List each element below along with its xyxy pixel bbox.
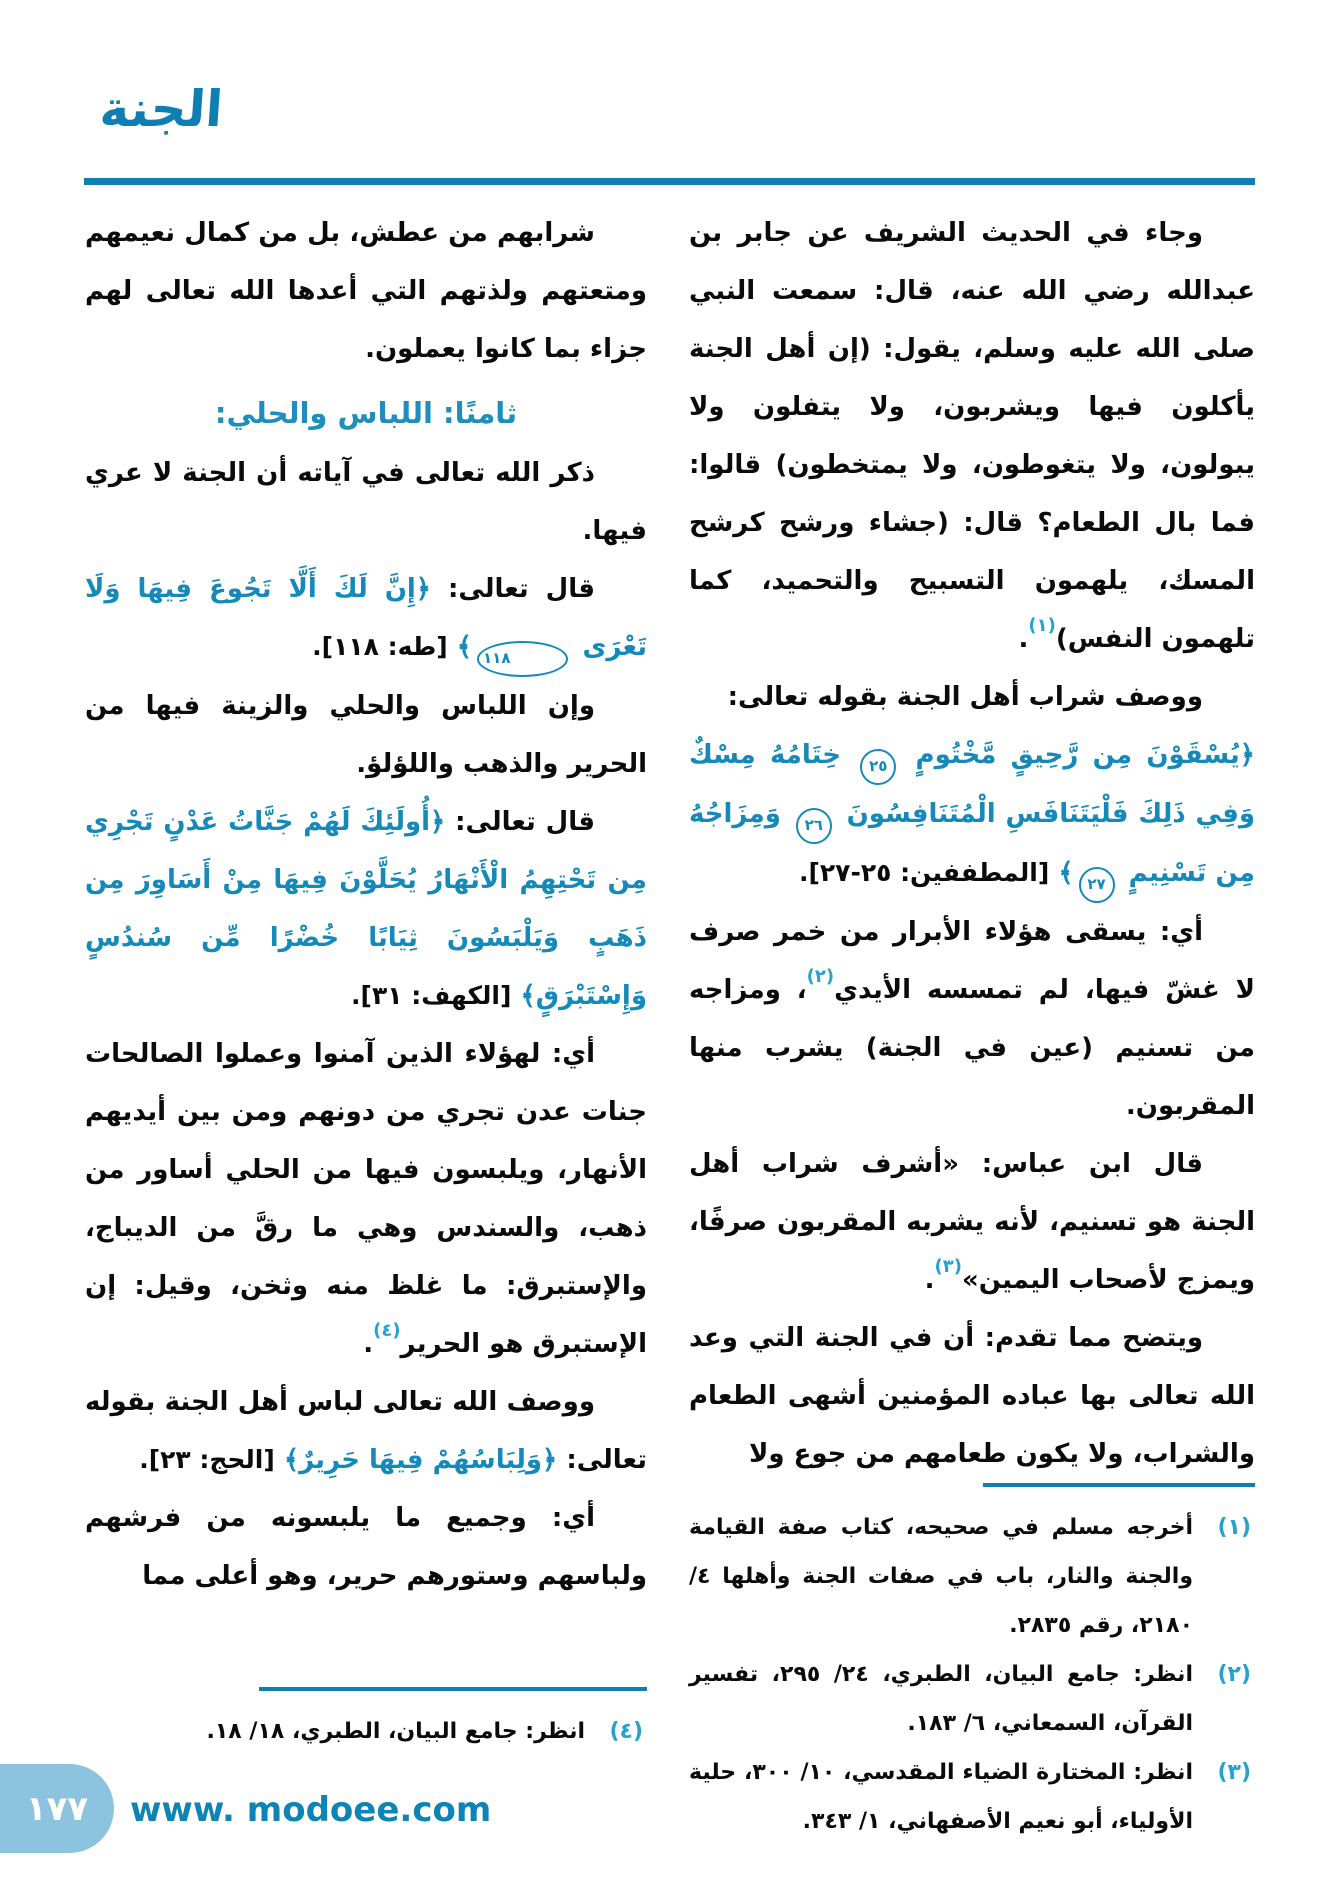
paragraph-verse-taha xyxy=(85,560,647,677)
footnotes-section-left xyxy=(85,1687,647,1756)
quran-verse-mutaffifin xyxy=(689,726,1255,903)
paragraph-text: أي: لهؤلاء الذين آمنوا وعملوا الصالحات جنات عدن تجري من دونهم ومن بين أيديهم الأنهار، ويلبسون فيها من الحلي أساور من ذهب، والسندس وهي ما رقَّ من الديباج، والإستبرق: ما غلظ منه وثخن، وقيل: إن الإستبرق هو الحرير xyxy=(85,1039,647,1359)
footnotes-section-right xyxy=(689,1483,1255,1846)
verse-text: ﴿وَلِبَاسُهُمْ فِيهَا حَرِيرٌ﴾ xyxy=(283,1445,558,1475)
verse-close-bracket: ﴾ xyxy=(456,632,473,662)
paragraph-text: قال ابن عباس: «أشرف شراب أهل الجنة هو تسنيم، لأنه يشربه المقربون صرفًا، ويمزج لأصحاب اليمين» xyxy=(689,1149,1255,1295)
verse-text: خِتَامُهُ مِسْكٌ وَفِي ذَلِكَ فَلْيَتَنَافَسِ الْمُتَنَافِسُونَ xyxy=(689,740,1256,829)
footnote-item-3 xyxy=(689,1748,1255,1846)
footnote-number: (٢) xyxy=(1217,1662,1251,1687)
footnote-divider xyxy=(259,1687,647,1691)
footnote-ref-4: (٤) xyxy=(373,1320,401,1341)
website-url: www. modoee.com xyxy=(130,1790,492,1830)
paragraph-verse-kahf xyxy=(85,793,647,1025)
verse-intro: ووصف الله تعالى لباس أهل الجنة بقوله تعالى: xyxy=(85,1387,647,1475)
paragraph-continuation: شرابهم من عطش، بل من كمال نعيمهم ومتعتهم ولذتهم التي أعدها الله تعالى لهم جزاء بما كانوا يعملون. xyxy=(85,218,647,364)
sentence-end: . xyxy=(924,1265,935,1295)
page-number: ١٧٧ xyxy=(25,1788,89,1829)
footnote-item-2 xyxy=(689,1650,1255,1748)
footnote-item-4 xyxy=(85,1707,647,1756)
footnote-text: انظر: جامع البيان، الطبري، ٢٤/ ٢٩٥، تفسير القرآن، السمعاني، ٦/ ١٨٣. xyxy=(689,1662,1193,1736)
paragraph-hadith-jabir xyxy=(689,204,1255,668)
paragraph-drink-intro: ووصف شراب أهل الجنة بقوله تعالى: xyxy=(727,682,1203,712)
footnote-number: (٣) xyxy=(1217,1760,1251,1785)
header-divider xyxy=(84,178,1255,185)
page-title: الجنة xyxy=(97,80,225,138)
footnote-text: انظر: جامع البيان، الطبري، ١٨/ ١٨. xyxy=(206,1719,585,1744)
section-heading-clothing: ثامنًا: اللباس والحلي: xyxy=(214,396,518,430)
ayah-number-118: ١١٨ xyxy=(477,641,568,677)
sentence-end: . xyxy=(1018,624,1029,654)
verse-citation: [طه: ١١٨]. xyxy=(312,632,448,661)
verse-intro: قال تعالى: xyxy=(431,574,595,604)
footnote-ref-2: (٢) xyxy=(806,966,835,987)
paragraph-no-nakedness: ذكر الله تعالى في آياته أن الجنة لا عري فيها. xyxy=(85,458,647,546)
paragraph-text: أي: يسقى هؤلاء الأبرار من خمر صرف لا غشّ فيها، لم تمسسه الأيدي xyxy=(689,917,1256,1005)
footnote-number: (٤) xyxy=(609,1719,643,1744)
verse-citation: [الحج: ٢٣]. xyxy=(139,1445,275,1474)
verse-text: وَمِزَاجُهُ مِن تَسْنِيمٍ xyxy=(689,799,1255,888)
sentence-end: . xyxy=(363,1329,374,1359)
verse-text: ﴿إِنَّ لَكَ أَلَّا تَجُوعَ فِيهَا وَلَا تَعْرَى xyxy=(85,574,647,662)
paragraph-text: ، ومزاجه من تسنيم (عين في الجنة) يشرب منها المقربون. xyxy=(689,975,1255,1121)
verse-citation: [الكهف: ٣١]. xyxy=(351,981,512,1010)
verse-citation: [المطففين: ٢٥-٢٧]. xyxy=(798,858,1050,887)
left-column xyxy=(85,204,647,1756)
footnote-ref-3: (٣) xyxy=(934,1256,962,1277)
paragraph-tafsir-clothing xyxy=(85,1025,647,1373)
ayah-number-25: ٢٥ xyxy=(860,749,896,785)
footnote-item-1 xyxy=(689,1503,1255,1650)
verse-close-bracket: ﴾ xyxy=(1058,858,1074,888)
verse-intro: قال تعالى: xyxy=(445,807,595,837)
footnote-divider xyxy=(983,1483,1255,1487)
ayah-number-27: ٢٧ xyxy=(1079,867,1115,903)
paragraph-verse-hajj xyxy=(85,1373,647,1489)
footnote-text: انظر: المختارة الضياء المقدسي، ١٠/ ٣٠٠، حلية الأولياء، أبو نعيم الأصفهاني، ١/ ٣٤٣. xyxy=(689,1760,1193,1834)
paragraph-silk: أي: وجميع ما يلبسونه من فرشهم ولباسهم وستورهم حرير، وهو أعلى مما xyxy=(85,1503,647,1591)
footnote-number: (١) xyxy=(1217,1515,1251,1540)
footnote-text: أخرجه مسلم في صحيحه، كتاب صفة القيامة والجنة والنار، باب في صفات الجنة وأهلها ٤/ ٢١٨٠، رقم ٢٨٣٥. xyxy=(689,1515,1193,1638)
verse-text: ﴿يُسْقَوْنَ مِن رَّحِيقٍ مَّخْتُومٍ xyxy=(915,740,1256,770)
paragraph-text: وجاء في الحديث الشريف عن جابر بن عبدالله رضي الله عنه، قال: سمعت النبي صلى الله عليه وسلم، يقول: (إن أهل الجنة يأكلون فيها ويشربون، ولا يتفلون ولا يبولون، ولا يتغوطون، ولا يمتخطون) قالوا: فما بال الطعام؟ قال: (جشاء ورشح كرشح المسك، يلهمون التسبيح والتحميد، كما تلهمون النفس) xyxy=(689,218,1255,654)
verse-text: ﴿أُولَئِكَ لَهُمْ جَنَّاتُ عَدْنٍ تَجْرِي مِن تَحْتِهِمُ الْأَنْهَارُ يُحَلَّوْنَ فِيهَا مِنْ أَسَاوِرَ مِن ذَهَبٍ وَيَلْبَسُونَ ثِيَابًا خُضْرًا مِّن سُندُسٍ وَإِسْتَبْرَقٍ﴾ xyxy=(85,807,647,1011)
footnote-ref-1: (١) xyxy=(1028,615,1056,636)
paragraph-tafsir-drink xyxy=(689,903,1255,1135)
paragraph-conclusion: ويتضح مما تقدم: أن في الجنة التي وعد الله تعالى بها عباده المؤمنين أشهى الطعام والشراب، ولا يكون طعامهم من جوع ولا xyxy=(689,1323,1255,1469)
paragraph-ibn-abbas xyxy=(689,1135,1255,1309)
paragraph-jewelry: وإن اللباس والحلي والزينة فيها من الحرير والذهب واللؤلؤ. xyxy=(85,691,647,779)
ayah-number-26: ٢٦ xyxy=(796,808,832,844)
page-number-badge xyxy=(0,1764,114,1853)
right-column xyxy=(689,204,1256,1834)
